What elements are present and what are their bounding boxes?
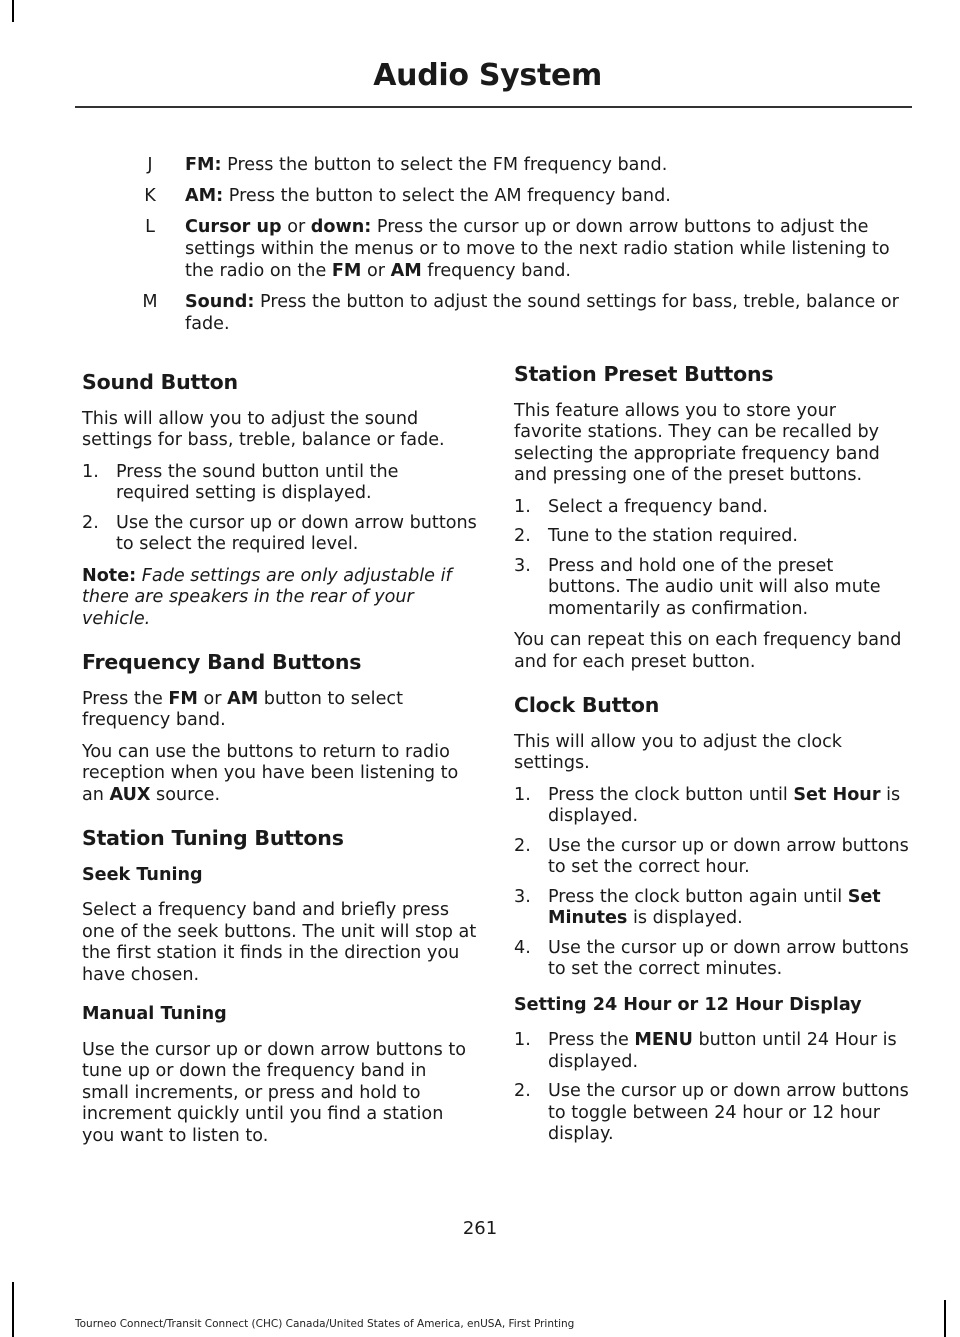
key-description: AM: Press the button to select the AM frequency band. <box>185 186 671 206</box>
subheading-display: Setting 24 Hour or 12 Hour Display <box>514 994 862 1015</box>
page-title: Audio System <box>373 58 602 93</box>
key-letter: L <box>145 217 155 237</box>
page-number: 261 <box>462 1218 498 1239</box>
key-letter: K <box>144 186 156 206</box>
key-letter: M <box>142 292 158 312</box>
right-column <box>514 364 909 1156</box>
key-description: Sound: Press the button to adjust the sound settings for bass, treble, balance or fade. <box>185 292 899 334</box>
list-item: 2. Use the cursor up or down arrow buttons to toggle between 24 hour or 12 hour display. <box>514 1081 909 1144</box>
list-item: 1. Press the MENU button until 24 Hour is displayed. <box>514 1030 897 1072</box>
crop-mark <box>944 1300 946 1337</box>
subheading-seek: Seek Tuning <box>82 864 203 885</box>
key-description: FM: Press the button to select the FM frequency band. <box>185 155 668 175</box>
crop-mark <box>12 0 14 22</box>
section-heading-band: Frequency Band Buttons <box>82 650 362 674</box>
key-row <box>85 291 915 335</box>
list-item: 1. Press the clock button until Set Hour is displayed. <box>514 784 901 826</box>
note: Note: Fade settings are only adjustable if there are speakers in the rear of your vehicle. <box>82 565 452 629</box>
clock-steps <box>514 785 909 981</box>
preset-steps <box>514 497 909 621</box>
list-item: 2. Use the cursor up or down arrow buttons to set the correct hour. <box>514 835 909 877</box>
band-paragraph-2: You can use the buttons to return to radio reception when you have been listening to an AUX source. <box>82 741 459 805</box>
key-row <box>85 154 915 176</box>
list-item: 3. Press the clock button again until Set Minutes is displayed. <box>514 886 881 928</box>
left-column <box>82 372 477 1157</box>
footer-text: Tourneo Connect/Transit Connect (CHC) Canada/United States of America, enUSA, First Printing <box>75 1318 575 1330</box>
sound-steps <box>82 462 477 556</box>
key-row <box>85 185 915 207</box>
key-list <box>85 154 915 344</box>
section-heading-sound: Sound Button <box>82 370 238 394</box>
header-rule <box>75 106 912 108</box>
section-heading-clock: Clock Button <box>514 693 660 717</box>
list-item: 3. Press and hold one of the preset buttons. The audio unit will also mute momentarily as confirmation. <box>514 555 881 619</box>
key-letter: J <box>147 155 153 175</box>
list-item: 1. Select a frequency band. <box>514 496 768 517</box>
clock-intro: This will allow you to adjust the clock settings. <box>514 731 842 773</box>
band-paragraph-1: Press the FM or AM button to select frequency band. <box>82 688 403 730</box>
list-item: 2. Tune to the station required. <box>514 526 798 546</box>
key-description: Cursor up or down: Press the cursor up or down arrow buttons to adjust the settings within the menus or to move to the next radio station while listening to the radio on the FM or AM frequency band. <box>185 217 890 281</box>
key-row <box>85 216 915 282</box>
seek-text: Select a frequency band and briefly press one of the seek buttons. The unit will stop at the first station it finds in the direction you have chosen. <box>82 900 477 985</box>
list-item: 2. Use the cursor up or down arrow buttons to select the required level. <box>82 512 477 554</box>
subheading-manual: Manual Tuning <box>82 1004 227 1024</box>
list-item: 1. Press the sound button until the required setting is displayed. <box>82 461 399 503</box>
display-steps <box>514 1030 909 1146</box>
section-heading-tuning: Station Tuning Buttons <box>82 826 344 850</box>
section-heading-preset: Station Preset Buttons <box>514 362 774 386</box>
manual-text: Use the cursor up or down arrow buttons to tune up or down the frequency band in small increments, or press and hold to increment quickly until you find a station you want to listen to. <box>82 1039 467 1146</box>
preset-outro: You can repeat this on each frequency band and for each preset button. <box>514 630 902 672</box>
list-item: 4. Use the cursor up or down arrow buttons to set the correct minutes. <box>514 937 909 979</box>
preset-intro: This feature allows you to store your favorite stations. They can be recalled by selecting the appropriate frequency band and pressing one of the preset buttons. <box>514 400 880 485</box>
crop-mark <box>12 1282 14 1337</box>
sound-intro: This will allow you to adjust the sound settings for bass, treble, balance or fade. <box>82 408 445 450</box>
